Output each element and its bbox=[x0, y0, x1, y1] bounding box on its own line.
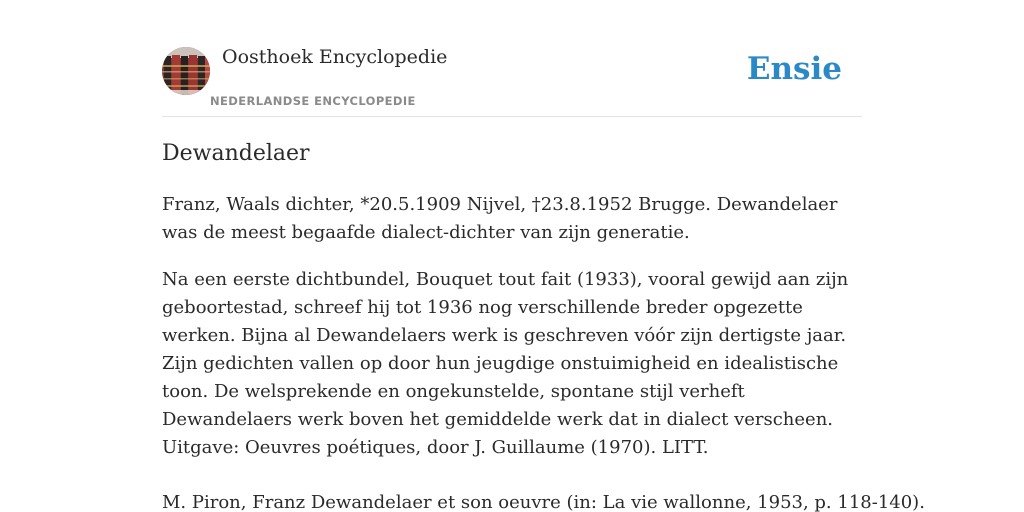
site-subtitle: NEDERLANDSE ENCYCLOPEDIE bbox=[210, 94, 416, 108]
article-reference: M. Piron, Franz Dewandelaer et son oeuvre (in: La vie wallonne, 1953, p. 118-140). bbox=[162, 492, 925, 512]
article-paragraph-2: Na een eerste dichtbundel, Bouquet tout fait (1933), vooral gewijd aan zijn geboortestad, schreef hij tot 1936 nog verschillende breder opgezette werken. Bijna al Dewandelaers werk is geschreven vóór zijn dertigste jaar. Zijn gedichten vallen op door hun jeugdige onstuimigheid en idealistische toon. De welsprekende en ongekunstelde, spontane stijl verheft Dewandelaers werk boven het gemiddelde werk dat in dialect verscheen. Uitgave: Oeuvres poétiques, door J. Guillaume (1970). LITT. bbox=[162, 269, 849, 458]
site-header bbox=[162, 0, 862, 117]
brand-logo-link[interactable]: Ensie bbox=[746, 51, 842, 87]
book-spines-icon[interactable] bbox=[162, 47, 210, 95]
article-paragraph-1: Franz, Waals dichter, *20.5.1909 Nijvel, †23.8.1952 Brugge. Dewandelaer was de meest begaafde dialect-dichter van zijn generatie. bbox=[162, 194, 838, 243]
article-title: Dewandelaer bbox=[162, 141, 310, 166]
article bbox=[162, 139, 925, 512]
site-title[interactable]: Oosthoek Encyclopedie bbox=[222, 46, 448, 68]
